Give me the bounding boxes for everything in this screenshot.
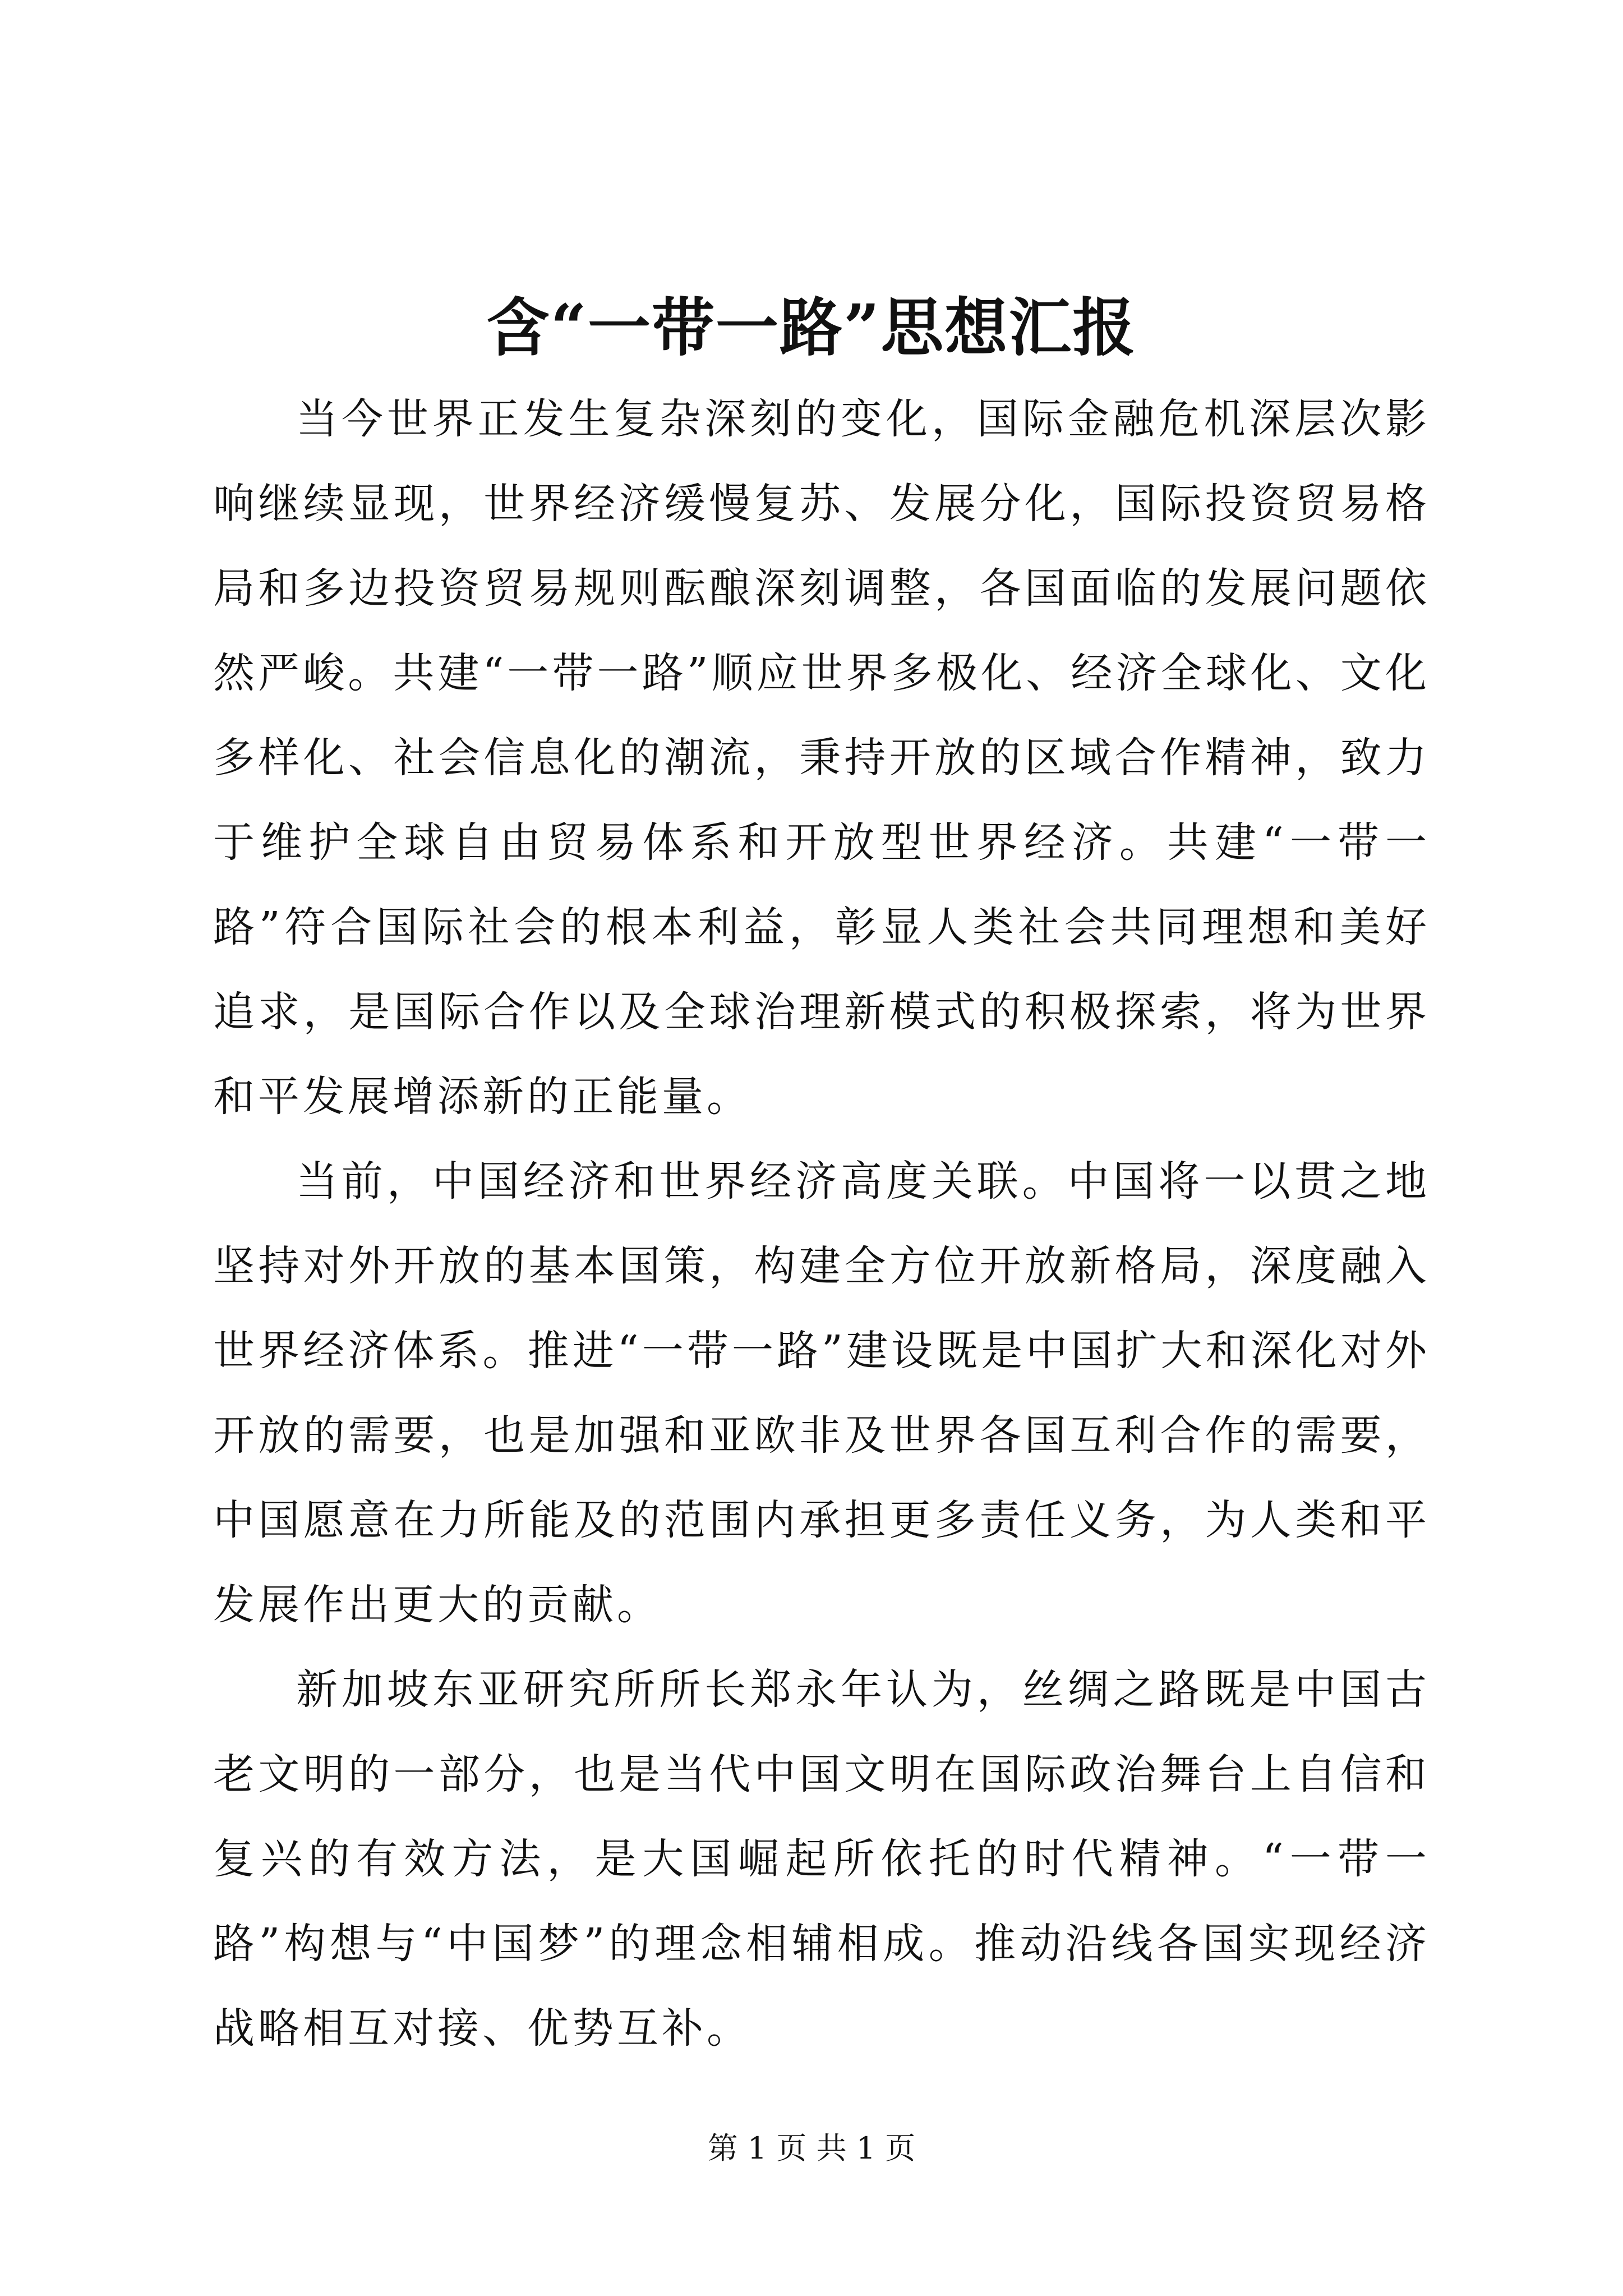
document-body: [213, 377, 1430, 2071]
page-footer: 第 1 页 共 1 页: [707, 2131, 916, 2166]
paragraph-2: 当前，中国经济和世界经济高度关联。中国将一以贯之地坚持对外开放的基本国策，构建全方位开放新格局，深度融入世界经济体系。推进“一带一路”建设既是中国扩大和深化对外开放的需要，也是加强和亚欧非及世界各国互利合作的需要，中国愿意在力所能及的范围内承担更多责任义务，为人类和平发展作出更大的贡献。: [213, 1157, 1430, 1629]
paragraph-3: 新加坡东亚研究所所长郑永年认为，丝绸之路既是中国古老文明的一部分，也是当代中国文明在国际政治舞台上自信和复兴的有效方法，是大国崛起所依托的时代精神。“一带一路”构想与“中国梦”的理念相辅相成。推动沿线各国实现经济战略相互对接、优势互补。: [213, 1665, 1430, 2053]
document-title: 含“一带一路”思想汇报: [486, 291, 1137, 365]
paragraph-1: 当今世界正发生复杂深刻的变化，国际金融危机深层次影响继续显现，世界经济缓慢复苏、发展分化，国际投资贸易格局和多边投资贸易规则酝酿深刻调整，各国面临的发展问题依然严峻。共建“一带一路”顺应世界多极化、经济全球化、文化多样化、社会信息化的潮流，秉持开放的区域合作精神，致力于维护全球自由贸易体系和开放型世界经济。共建“一带一路”符合国际社会的根本利益，彰显人类社会共同理想和美好追求，是国际合作以及全球治理新模式的积极探索，将为世界和平发展增添新的正能量。: [213, 395, 1430, 1121]
